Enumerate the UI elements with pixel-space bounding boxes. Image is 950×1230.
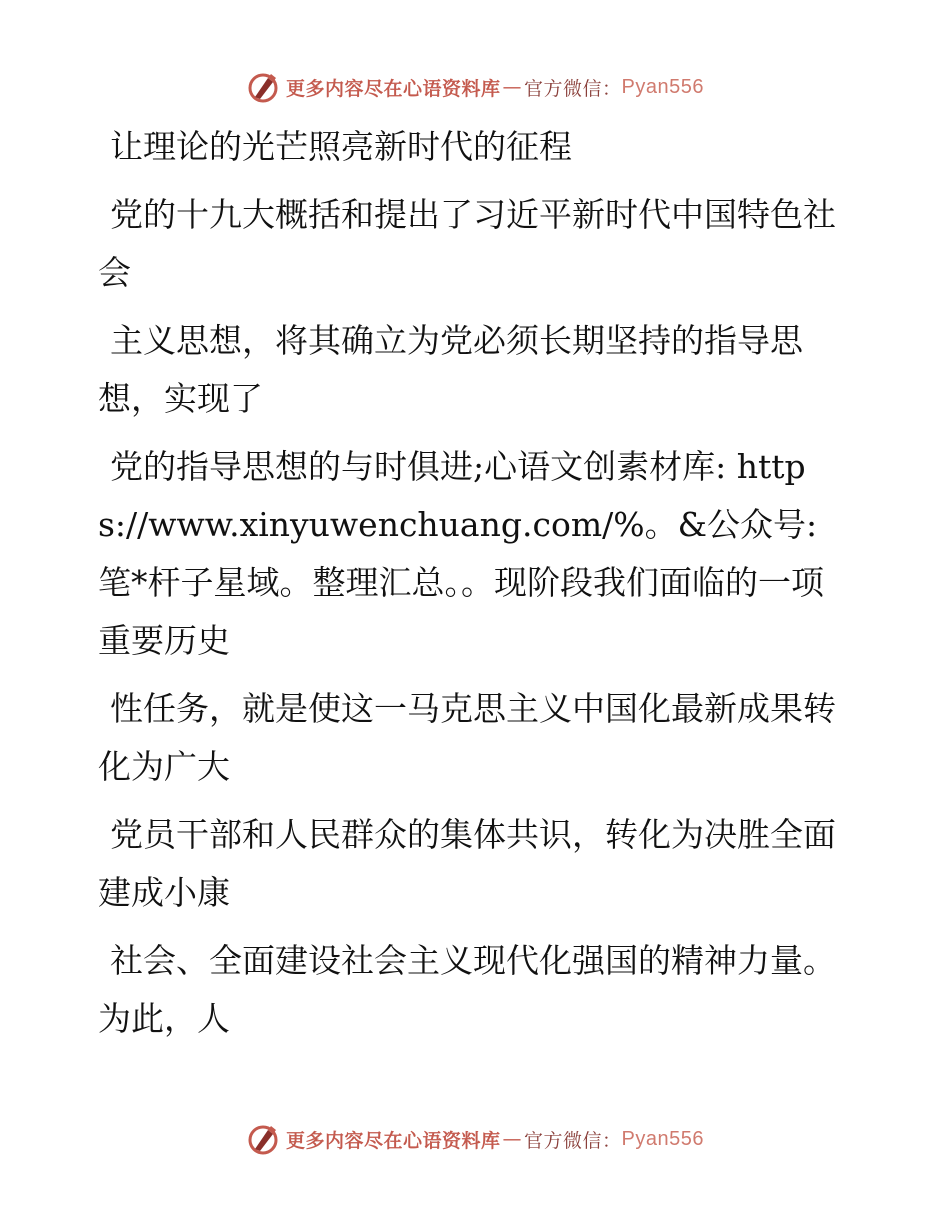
document-body	[98, 118, 838, 1058]
banner-brand-text: 更多内容尽在心语资料库	[286, 1129, 501, 1152]
banner-wechat-id: Pyan556	[621, 75, 704, 98]
paragraph: 党的指导思想的与时俱进;心语文创素材库: https://www.xinyuwenchuang.com/%。&公众号:笔*杆子星域。整理汇总。。现阶段我们面临的一项重要历史	[98, 447, 824, 660]
paragraph: 社会、全面建设社会主义现代化强国的精神力量。为此，人	[98, 941, 836, 1038]
pen-nib-logo-icon	[246, 1122, 280, 1156]
banner-dash: —	[502, 1128, 523, 1150]
paragraph: 党员干部和人民群众的集体共识，转化为决胜全面建成小康	[98, 815, 836, 912]
banner-brand-text: 更多内容尽在心语资料库	[286, 77, 501, 100]
paragraph: 主义思想，将其确立为党必须长期坚持的指导思想，实现了	[98, 321, 803, 418]
pen-nib-logo-icon	[246, 70, 280, 104]
banner-wechat-label: 官方微信：	[524, 1129, 622, 1152]
banner-dash: —	[502, 76, 523, 98]
banner-wechat-id: Pyan556	[621, 1127, 704, 1150]
paragraph: 性任务，就是使这一马克思主义中国化最新成果转化为广大	[98, 689, 836, 786]
banner-wechat-label: 官方微信：	[524, 77, 622, 100]
footer-banner	[0, 1122, 950, 1156]
header-banner	[0, 70, 950, 104]
paragraph: 党的十九大概括和提出了习近平新时代中国特色社会	[98, 195, 836, 292]
document-title: 让理论的光芒照亮新时代的征程	[110, 127, 572, 166]
